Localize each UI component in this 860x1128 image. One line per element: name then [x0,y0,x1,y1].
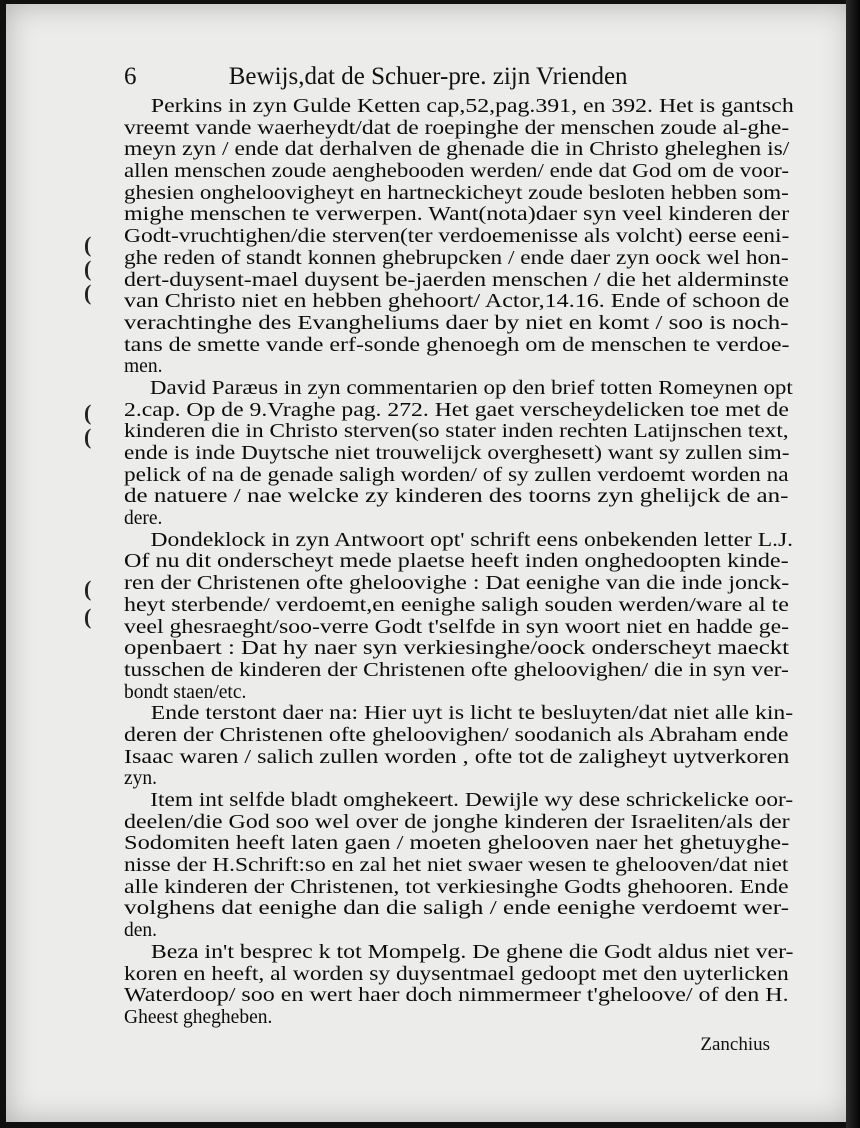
page-edge [846,0,860,1128]
text-line: dere. [124,508,163,530]
margin-bracket: ( [84,280,92,305]
margin-bracket: ( [84,604,92,629]
book-page [6,4,852,1122]
text-line: Isaac waren / salich zullen worden , ofte tot de zaligheyt uytverkoren [124,746,790,768]
text-line: tusschen de kinderen der Christenen ofte gheloovighen/ die in syn ver- [124,659,789,681]
text-line: pelick of na de genade saligh worden/ of sy zullen verdoemt worden na [124,464,789,486]
text-line: alle kinderen der Christenen, tot verkiesinghe Godts ghehooren. Ende [124,876,789,898]
text-line: dert-duysent-mael duysent be-jaerden menschen / die het alderminste [124,269,789,291]
text-line: nisse der H.Schrift:so en zal het niet swaer wesen te ghelooven/dat niet [124,855,789,877]
paragraph [124,377,793,530]
text-line: mighe menschen te verwerpen. Want(nota)daer syn veel kinderen der [124,204,790,226]
text-line: Gheest ghegheben. [124,1006,273,1028]
text-line: vreemt vande waerheydt/dat de roepinghe der menschen zoude al-ghe- [124,117,790,139]
paragraph [124,96,794,378]
text-line: Dondeklock in zyn Antwoort opt' schrift eens onbekenden letter L.J. [150,529,794,551]
text-line: Waterdoop/ soo en wert haer doch nimmermeer t'gheloove/ of den H. [124,985,789,1007]
text-line: verachtinghe des Evangheliums daer by niet en komt / soo is noch- [124,312,789,334]
text-line: koren en heeft, al worden sy duysentmael gedoopt met den uyterlicken [124,963,789,985]
text-line: ghe reden of standt konnen ghebrupcken / ende daer zyn oock wel hon- [124,247,789,269]
margin-bracket: ( [84,576,92,601]
text-line: men. [124,356,163,378]
text-line: van Christo niet en hebben ghehoort/ Actor,14.16. Ende of schoon de [124,291,790,313]
text-line: Perkins in zyn Gulde Ketten cap,52,pag.391, en 392. Het is gantsch [150,96,794,117]
text-line: ren der Christenen ofte gheloovighe : Dat eenighe van die inde jonck- [124,573,790,595]
text-line: bondt staen/etc. [124,681,247,703]
text-line: Of nu dit onderscheyt mede plaetse heeft inden onghedoopten kinde- [124,551,789,573]
text-line: tans de smette vande erf-sonde ghenoegh om de menschen te verdoe- [124,334,790,356]
text-line: zyn. [124,768,158,790]
text-line: Beza in't besprec k tot Mompelg. De ghene die Godt aldus niet ver- [150,941,794,963]
paragraph [124,941,794,1029]
paragraph [124,790,794,942]
text-line: allen menschen zoude aenghebooden werden/ ende dat God om de voor- [124,161,789,183]
text-line: volghens dat eenighe dan die saligh / ende eenighe verdoemt wer- [124,898,790,920]
text-line: Sodomiten heeft laten gaen / moeten ghelooven naer het ghetuyghe- [124,833,790,855]
page-number: 6 [124,63,137,90]
text-line: deren der Christenen ofte gheloovighen/ soodanich als Abraham ende [124,724,789,746]
text-line: de natuere / nae welcke zy kinderen des toorns zyn ghelijck de an- [124,486,789,508]
text-line: Godt-vruchtighen/die sterven(ter verdoemenisse als volcht) eerse eeni- [124,226,790,248]
text-line: heyt sterbende/ verdoemt,en eenighe saligh souden werden/ware al te [124,594,789,616]
text-line: David Paræus in zyn commentarien op den brief totten Romeynen opt [149,377,793,399]
body-text [124,96,794,1029]
paragraph [124,529,794,704]
text-line: ende is inde Duytsche niet trouwelijck overghesett) want sy zullen sim- [124,443,790,464]
margin-bracket: ( [84,256,92,281]
text-line: veel ghesraeght/soo-verre Godt t'selfde in syn woort niet en hadde ge- [124,616,790,638]
text-line: deelen/die God soo wel over de jonghe kinderen der Israeliten/als der [124,811,790,833]
margin-bracket: ( [84,424,92,449]
catchword: Zanchius [700,1034,770,1055]
margin-bracket: ( [84,400,92,425]
text-line: Ende terstont daer na: Hier uyt is licht te besluyten/dat niet alle kin- [150,703,794,725]
running-header [124,60,764,94]
text-line: meyn zyn / ende dat derhalven de ghenade die in Christo gheleghen is/ [124,139,790,161]
text-line: 2.cap. Op de 9.Vraghe pag. 272. Het gaet verscheydelicken toe met de [124,399,789,421]
text-line: den. [124,920,158,942]
text-line: ghesien ongheloovigheyt en hartneckicheyt zoude besloten hebben som- [124,182,789,204]
paragraph [124,703,794,790]
text-line: openbaert : Dat hy naer syn verkiesinghe/oock onderscheyt maeckt [124,638,790,660]
running-title: Bewijs,dat de Schuer-pre. zijn Vrienden [228,63,628,90]
text-line: kinderen die in Christo sterven(so stater inden rechten Latijnschen text, [124,421,789,443]
text-line: Item int selfde bladt omghekeert. Dewijle wy dese schrickelicke oor- [150,790,794,811]
margin-bracket: ( [84,232,92,257]
